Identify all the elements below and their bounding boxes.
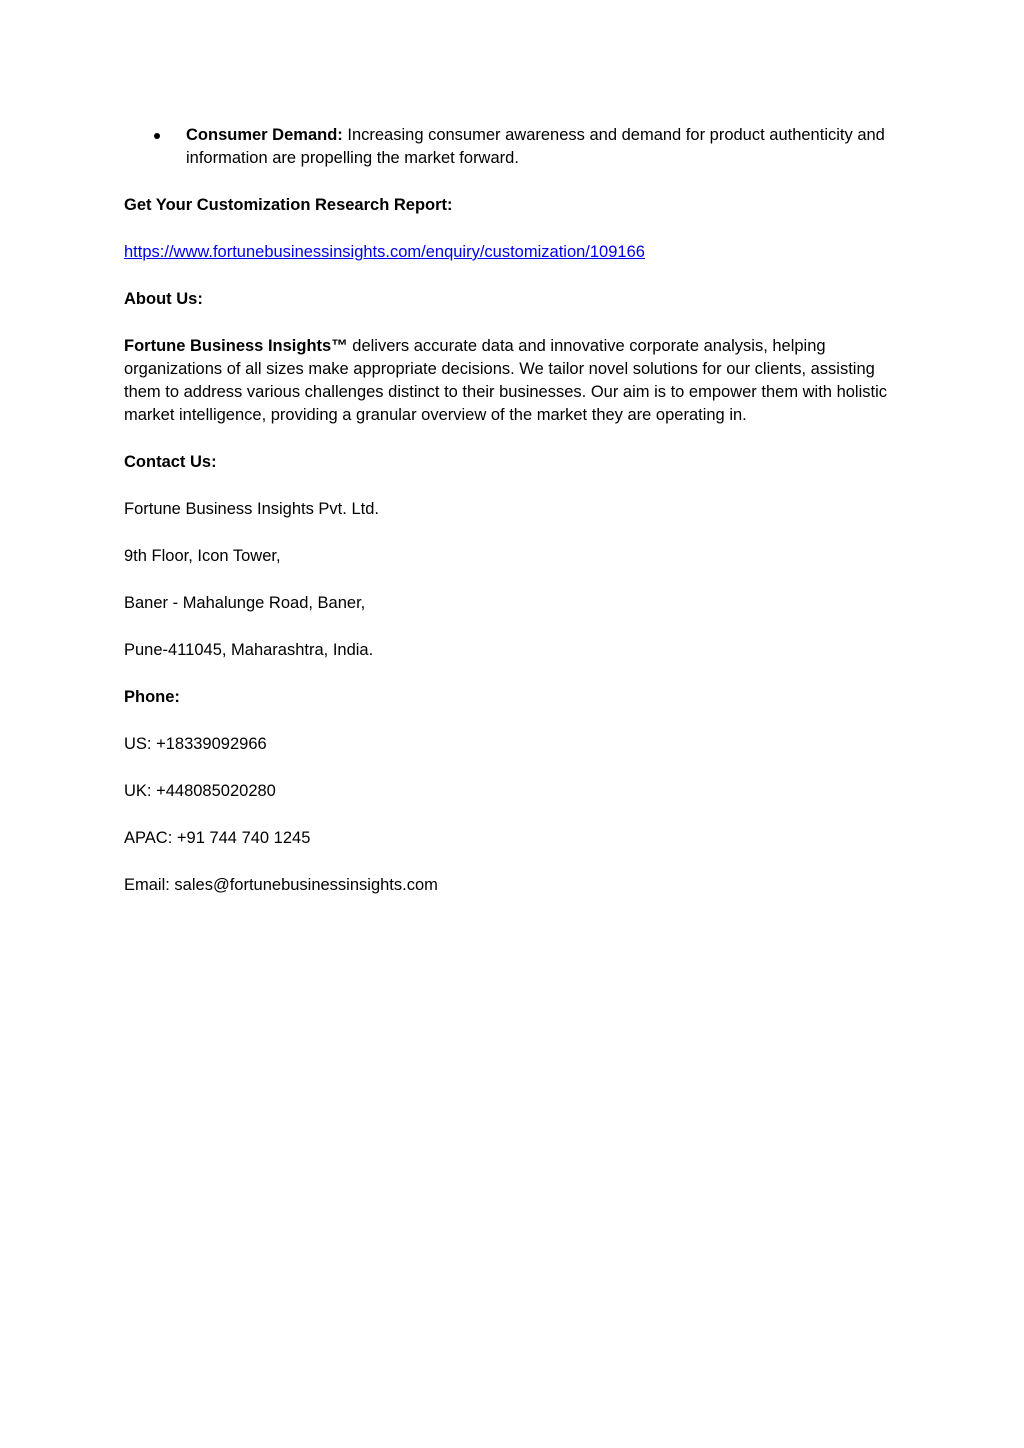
- about-text: delivers accurate data and innovative corporate analysis, helping organizations of all sizes make appropriate decisions. We tailor novel solutions for our clients, assisting them to address various challenges distinct to their businesses. Our aim is to empower them with holistic market intelligence, providing a granular overview of the market they are operating in.: [124, 337, 888, 424]
- customization-link[interactable]: https://www.fortunebusinessinsights.com/enquiry/customization/109166: [124, 243, 645, 261]
- contact-heading: Contact Us:: [124, 453, 217, 471]
- phone-apac: APAC: +91 744 740 1245: [124, 829, 311, 847]
- address-line-city: Pune-411045, Maharashtra, India.: [124, 641, 374, 659]
- contact-email: Email: sales@fortunebusinessinsights.com: [124, 876, 438, 894]
- about-paragraph: [124, 335, 894, 427]
- phone-uk: UK: +448085020280: [124, 782, 276, 800]
- about-company-name: Fortune Business Insights™: [124, 337, 348, 355]
- bullet-label: Consumer Demand:: [186, 126, 343, 144]
- phone-heading: Phone:: [124, 688, 180, 706]
- address-line-road: Baner - Mahalunge Road, Baner,: [124, 594, 366, 612]
- customization-heading: Get Your Customization Research Report:: [124, 196, 453, 214]
- document-page: [124, 124, 894, 897]
- address-line-floor: 9th Floor, Icon Tower,: [124, 547, 281, 565]
- bullet-dot-icon: [154, 133, 160, 139]
- customization-link-paragraph: [124, 241, 894, 264]
- bullet-consumer-demand: [124, 124, 894, 170]
- bullet-text: Increasing consumer awareness and demand for product authenticity and information are propelling the market forward.: [186, 126, 885, 167]
- address-line-company: Fortune Business Insights Pvt. Ltd.: [124, 500, 379, 518]
- about-heading: About Us:: [124, 290, 203, 308]
- phone-us: US: +18339092966: [124, 735, 267, 753]
